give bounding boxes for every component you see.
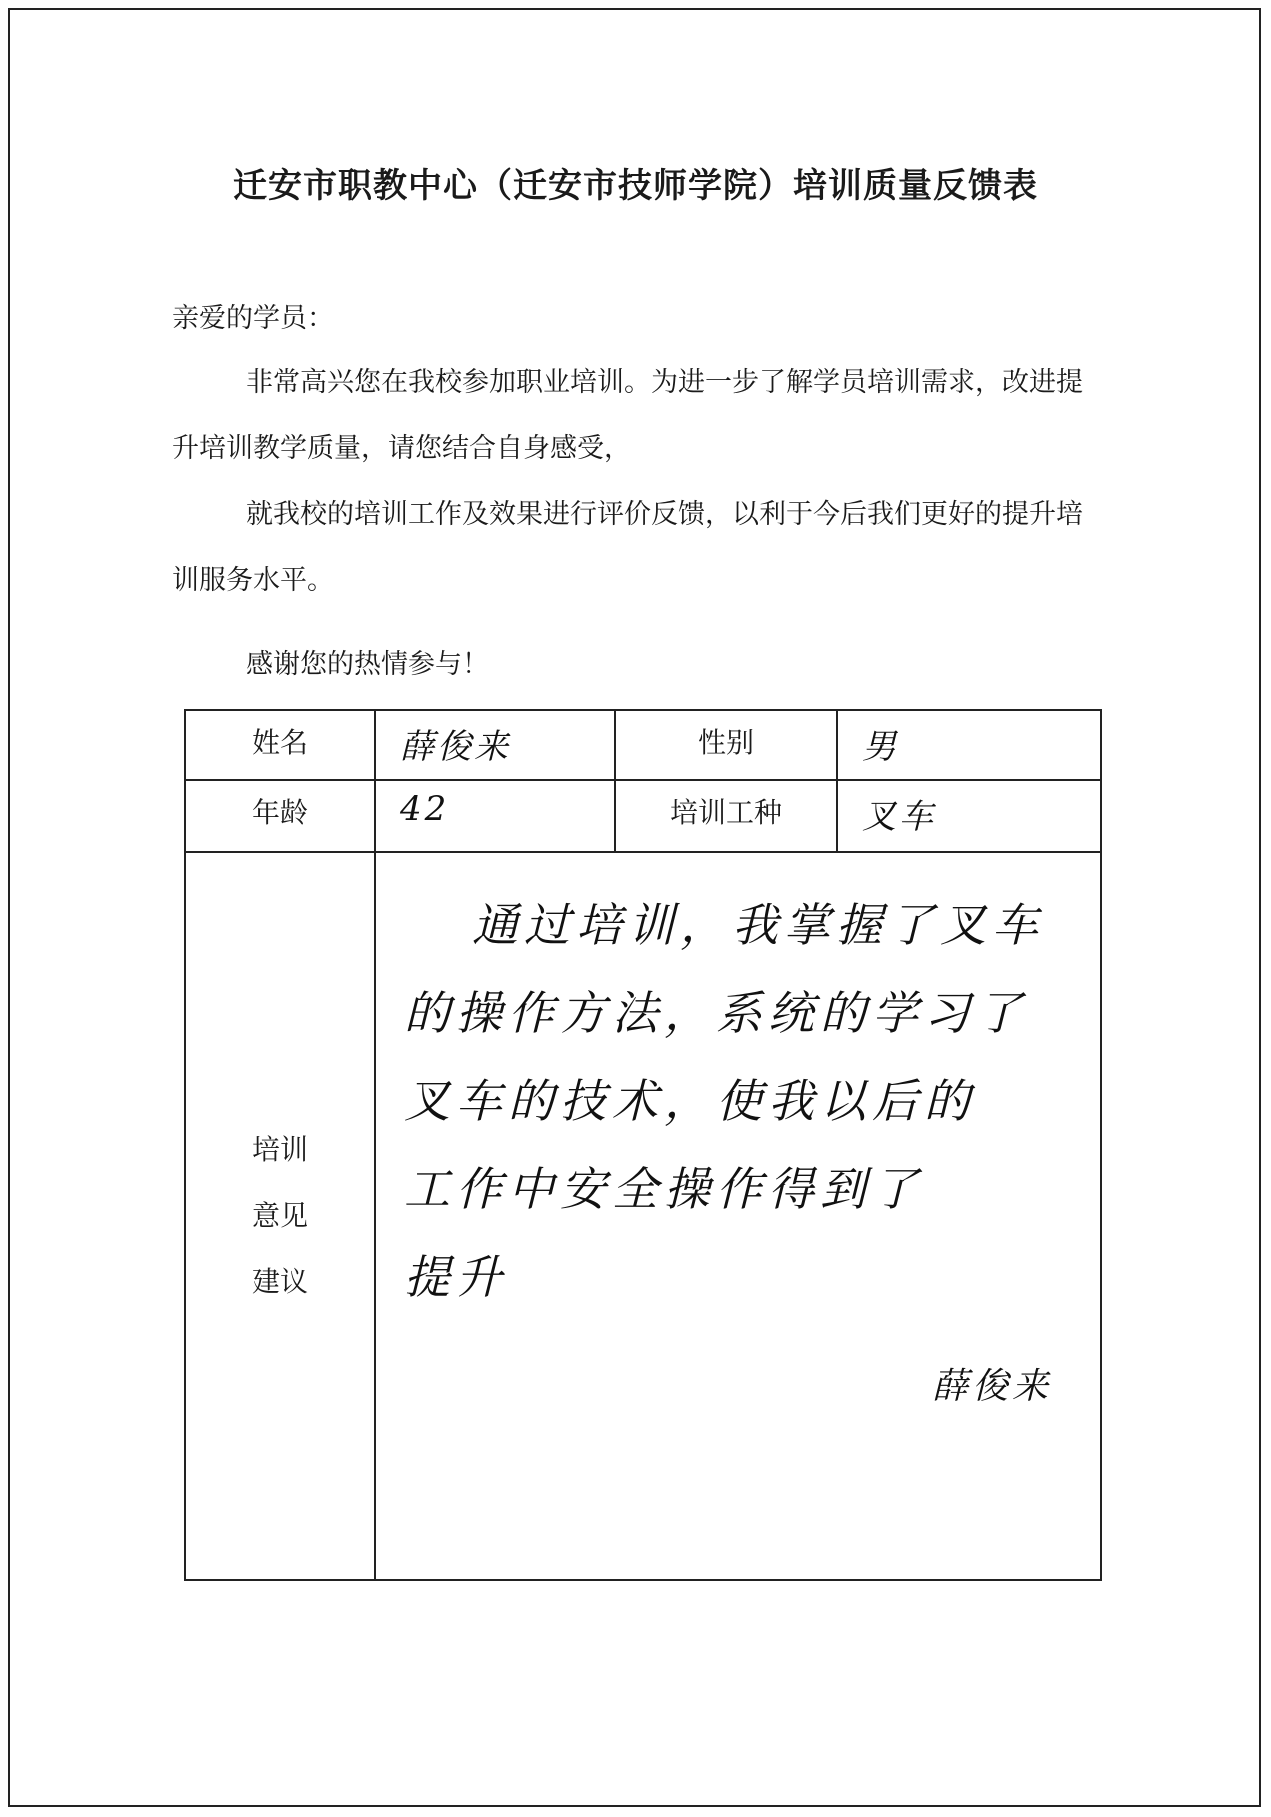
opinion-row bbox=[185, 852, 1101, 1580]
name-value[interactable]: 薛俊来 bbox=[375, 710, 615, 780]
opinion-label bbox=[185, 852, 375, 1580]
document-title: 迁安市职教中心（迁安市技师学院）培训质量反馈表 bbox=[233, 166, 1038, 206]
opinion-label-line-3: 建议 bbox=[251, 1265, 308, 1298]
gender-value[interactable]: 男 bbox=[837, 710, 1101, 780]
opinion-line-4: 工作中安全操作得到了 bbox=[404, 1162, 924, 1216]
opinion-line-5: 提升 bbox=[404, 1250, 508, 1304]
opinion-content[interactable] bbox=[375, 852, 1101, 1580]
opinion-line-1: 通过培训，我掌握了叉车 bbox=[472, 898, 1044, 952]
opinion-line-3: 叉车的技术，使我以后的 bbox=[404, 1074, 976, 1128]
name-label: 姓名 bbox=[185, 710, 375, 780]
trade-label: 培训工种 bbox=[615, 780, 837, 852]
signature: 薛俊来 bbox=[931, 1366, 1052, 1407]
trade-value[interactable]: 叉车 bbox=[837, 780, 1101, 852]
name-gender-row bbox=[185, 710, 1101, 780]
age-value[interactable]: 42 bbox=[375, 780, 615, 852]
thanks-line: 感谢您的热情参与！ bbox=[246, 649, 489, 680]
opinion-label-line-2: 意见 bbox=[251, 1199, 308, 1232]
opinion-label-line-1: 培训 bbox=[251, 1133, 308, 1166]
gender-label: 性别 bbox=[615, 710, 837, 780]
opinion-line-2: 的操作方法，系统的学习了 bbox=[404, 986, 1028, 1040]
age-trade-row bbox=[185, 780, 1101, 852]
feedback-form-table bbox=[184, 709, 1102, 1581]
intro-paragraph-2: 就我校的培训工作及效果进行评价反馈，以利于今后我们更好的提升培训服务水平。 bbox=[172, 499, 1083, 596]
age-label: 年龄 bbox=[185, 780, 375, 852]
intro-paragraph-1: 非常高兴您在我校参加职业培训。为进一步了解学员培训需求，改进提升培训教学质量，请您结合自身感受， bbox=[172, 367, 1083, 464]
greeting: 亲爱的学员： bbox=[172, 303, 334, 334]
